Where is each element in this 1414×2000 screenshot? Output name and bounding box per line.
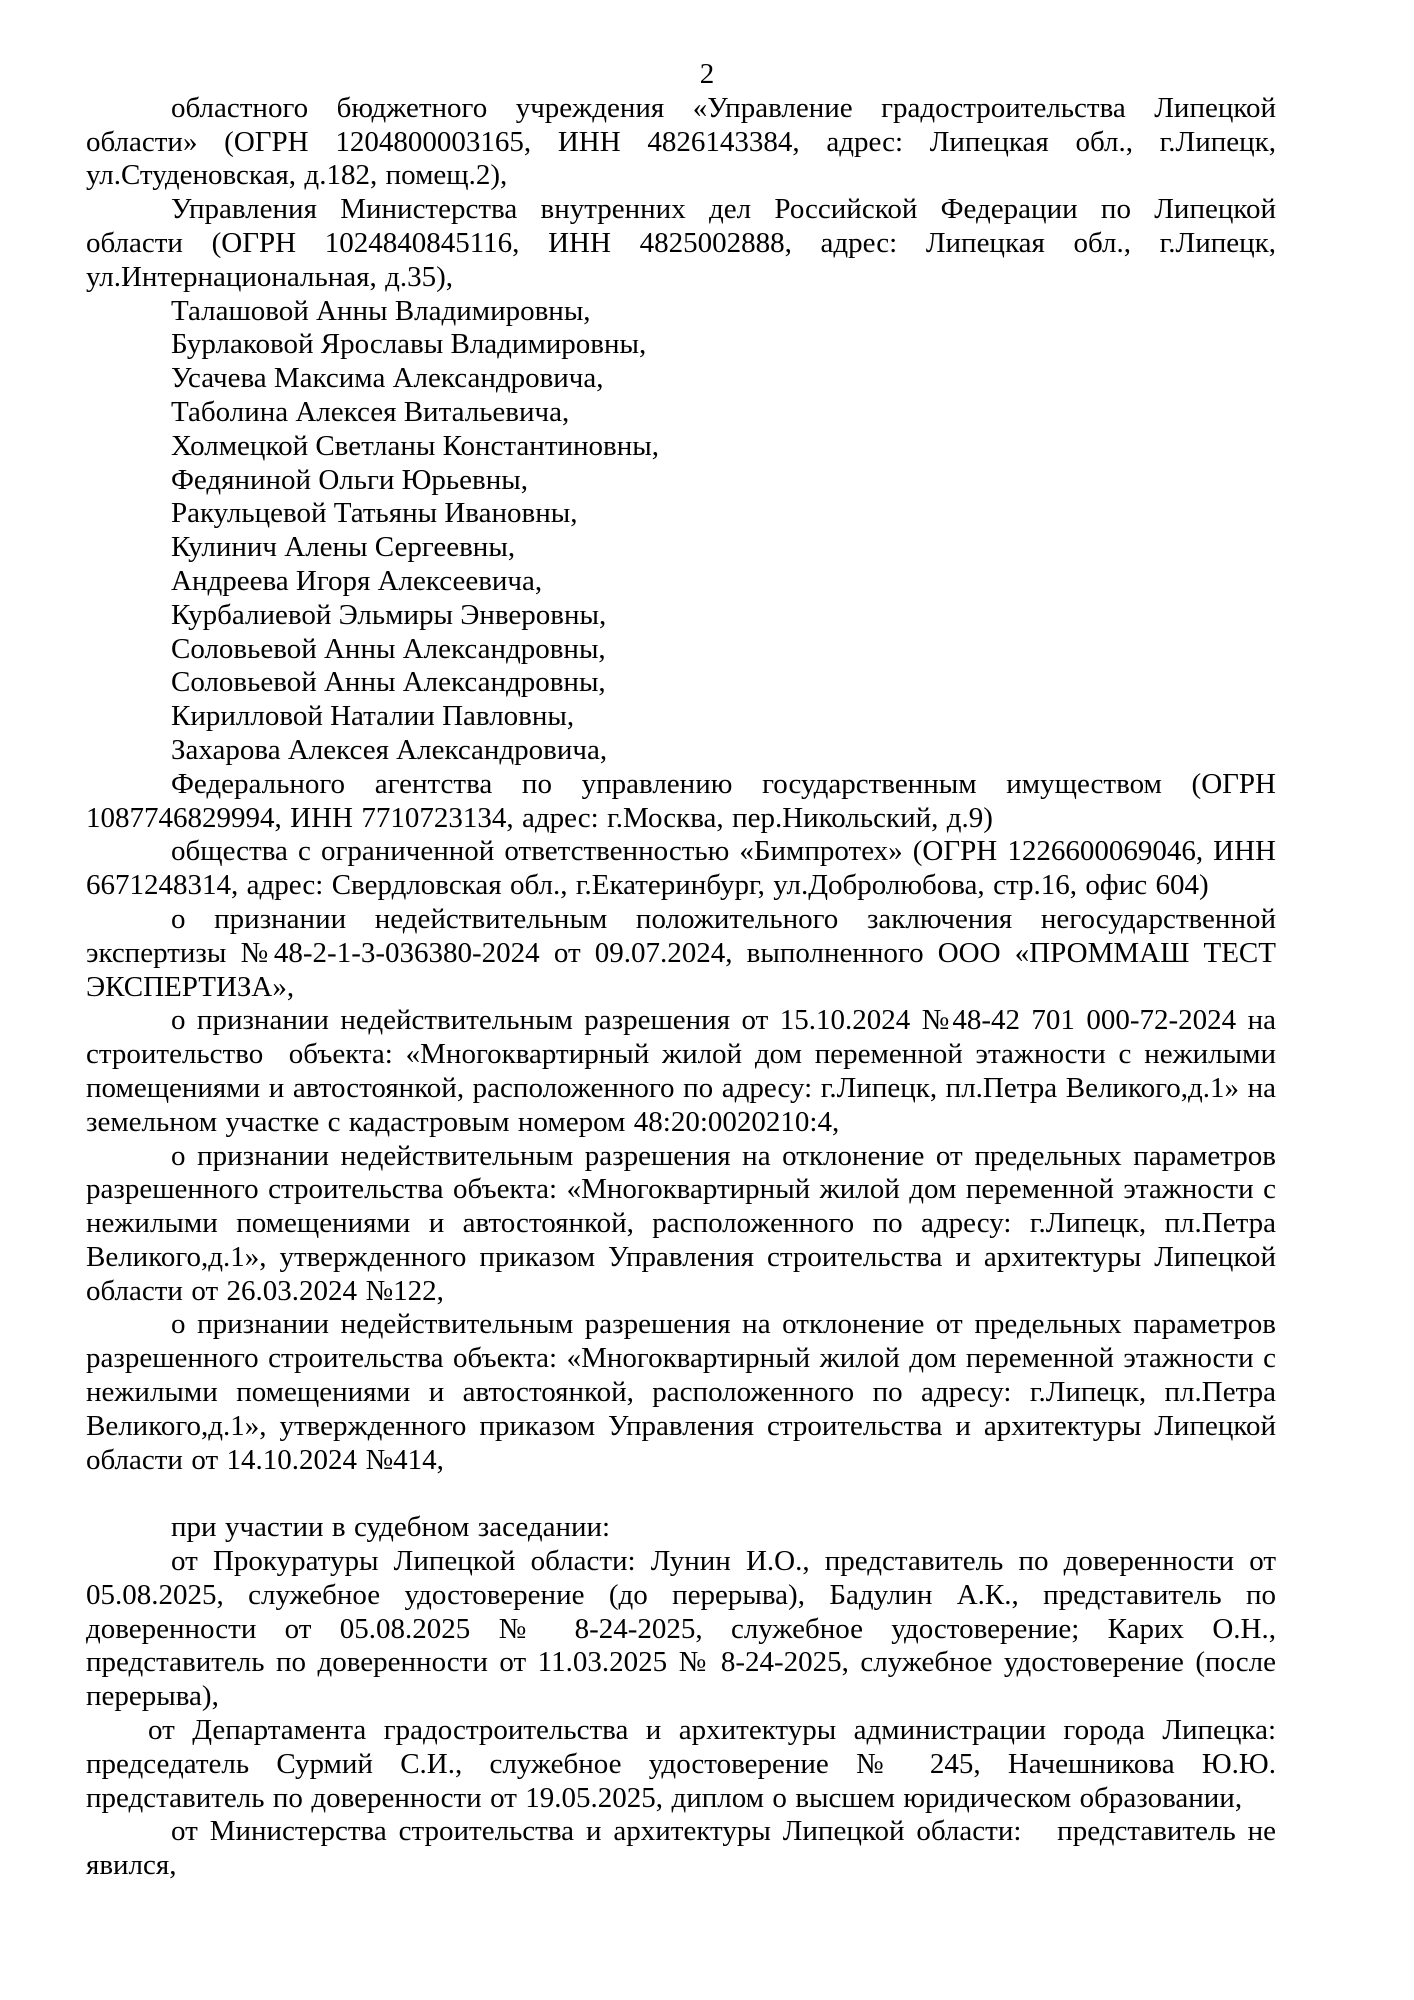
- document-paragraph: областного бюджетного учреждения «Управление градостроительства Липецкой области» (ОГРН 1204800003165, ИНН 4826143384, адрес: Липецкая обл., г.Липецк, ул.Студеновская, д.182, помещ.2),: [86, 91, 1276, 192]
- document-paragraph: Управления Министерства внутренних дел Российской Федерации по Липецкой области (ОГРН 1024840845116, ИНН 4825002888, адрес: Липецкая обл., г.Липецк, ул.Интернациональная, д.35),: [86, 193, 1276, 293]
- document-paragraph: от Министерства строительства и архитектуры Липецкой области: представитель не явился,: [86, 1815, 1276, 1882]
- document-body: [86, 92, 1276, 1883]
- party-name-line: Бурлаковой Ярославы Владимировны,: [171, 328, 647, 361]
- party-name-line: Захарова Алексея Александровича,: [171, 733, 608, 766]
- document-paragraph: о признании недействительным разрешения на отклонение от предельных параметров разрешенного строительства объекта: «Многоквартирный жилой дом переменной этажности с нежилыми помещениями и автостоянкой, расположенного по адресу: г.Липецк, пл.Петра Великого,д.1», утвержденного приказом Управления строительства и архитектуры Липецкой области от 26.03.2024 №122,: [86, 1139, 1276, 1307]
- party-name-line: Соловьевой Анны Александровны,: [171, 632, 606, 665]
- party-name-line: Соловьевой Анны Александровны,: [171, 666, 606, 699]
- page-number: 2: [699, 58, 715, 90]
- party-name-line: Холмецкой Светланы Константиновны,: [171, 429, 659, 462]
- party-name-line: Талашовой Анны Владимировны,: [171, 294, 591, 327]
- party-name-line: Федяниной Ольги Юрьевны,: [171, 463, 528, 496]
- document-paragraph: от Департамента градостроительства и архитектуры администрации города Липецка: председатель Сурмий С.И., служебное удостоверение № 245, Начешникова Ю.Ю. представитель по доверенности от 19.05.2025, диплом о высшем юридическом образовании,: [86, 1714, 1276, 1814]
- party-name-line: Усачева Максима Александровича,: [171, 362, 604, 395]
- document-paragraph: о признании недействительным разрешения от 15.10.2024 №48-42 701 000-72-2024 на строительство объекта: «Многоквартирный жилой дом переменной этажности с нежилыми помещениями и автостоянкой, расположенного по адресу: г.Липецк, пл.Петра Великого,д.1» на земельном участке с кадастровым номером 48:20:0020210:4,: [86, 1004, 1276, 1138]
- document-paragraph: при участии в судебном заседании:: [171, 1511, 611, 1544]
- document-paragraph: от Прокуратуры Липецкой области: Лунин И.О., представитель по доверенности от 05.08.2025, служебное удостоверение (до перерыва), Бадулин А.К., представитель по доверенности от 05.08.2025 № 8-24-2025, служебное удостоверение; Карих О.Н., представитель по доверенности от 11.03.2025 № 8-24-2025, служебное удостоверение (после перерыва),: [86, 1545, 1276, 1713]
- document-paragraph: Федерального агентства по управлению государственным имуществом (ОГРН 1087746829994, ИНН 7710723134, адрес: г.Москва, пер.Никольский, д.9): [86, 767, 1276, 834]
- party-name-line: Курбалиевой Эльмиры Энверовны,: [171, 598, 607, 631]
- party-name-line: Таболина Алексея Витальевича,: [171, 395, 570, 428]
- party-name-line: Кирилловой Наталии Павловны,: [171, 700, 575, 733]
- document-paragraph: о признании недействительным положительного заключения негосударственной экспертизы №48-2-1-3-036380-2024 от 09.07.2024, выполненного ООО «ПРОММАШ ТЕСТ ЭКСПЕРТИЗА»,: [86, 902, 1276, 1003]
- blank-line: [86, 1477, 1276, 1511]
- party-name-line: Андреева Игоря Алексеевича,: [171, 564, 543, 597]
- party-name-line: Ракульцевой Татьяны Ивановны,: [171, 497, 578, 530]
- document-paragraph: общества с ограниченной ответственностью «Бимпротех» (ОГРН 1226600069046, ИНН 6671248314, адрес: Свердловская обл., г.Екатеринбург, ул.Добролюбова, стр.16, офис 604): [86, 835, 1276, 902]
- party-name-line: Кулинич Алены Сергеевны,: [171, 531, 516, 564]
- document-paragraph: о признании недействительным разрешения на отклонение от предельных параметров разрешенного строительства объекта: «Многоквартирный жилой дом переменной этажности с нежилыми помещениями и автостоянкой, расположенного по адресу: г.Липецк, пл.Петра Великого,д.1», утвержденного приказом Управления строительства и архитектуры Липецкой области от 14.10.2024 №414,: [86, 1308, 1276, 1476]
